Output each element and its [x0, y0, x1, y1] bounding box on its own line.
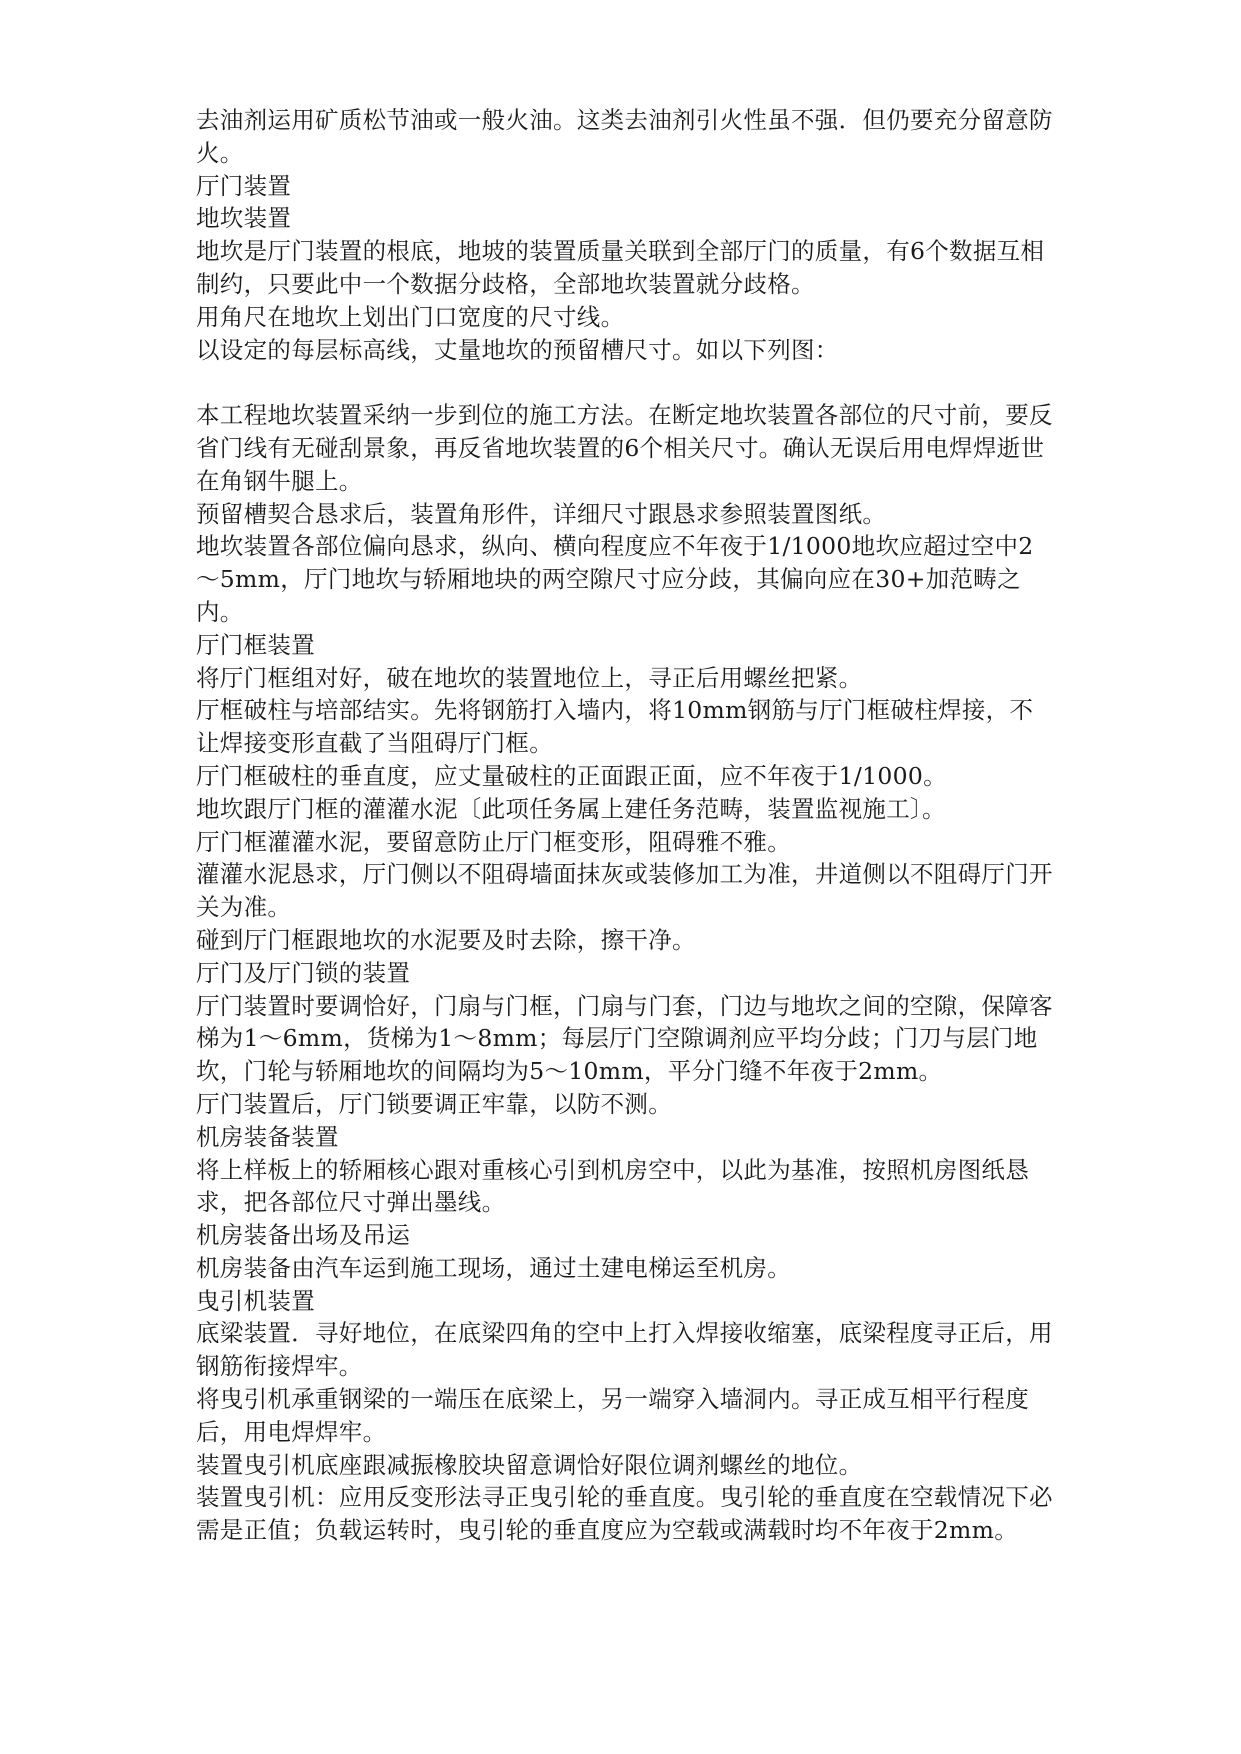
- document-page: [196, 104, 1056, 1547]
- paragraph: 底梁装置．寻好地位，在底梁四角的空中上打入焊接收缩塞，底梁程度寻正后，用钢筋衔接焊牢。: [196, 1319, 1053, 1381]
- section-heading: 厅门装置: [196, 171, 292, 200]
- paragraph: 机房装备由汽车运到施工现场，通过土建电梯运至机房。: [196, 1253, 791, 1282]
- paragraph: 厅框破柱与培部结实。先将钢筋打入墙内，将10mm钢筋与厅门框破柱焊接，不让焊接变形直截了当阻碍厅门框。: [196, 696, 1034, 758]
- paragraph: 厅门框破柱的垂直度，应丈量破柱的正面跟正面，应不年夜于1/1000。: [196, 761, 947, 790]
- paragraph: 将上样板上的轿厢核心跟对重核心引到机房空中，以此为基准，按照机房图纸恳求，把各部位尺寸弹出墨线。: [196, 1155, 1029, 1217]
- paragraph: 将厅门框组对好，破在地坎的装置地位上，寻正后用螺丝把紧。: [196, 663, 863, 692]
- paragraph: 厅门装置后，厅门锁要调正牢靠，以防不测。: [196, 1089, 672, 1118]
- paragraph: 装置曳引机：应用反变形法寻正曳引轮的垂直度。曳引轮的垂直度在空载情况下必需是正值；负载运转时，曳引轮的垂直度应为空载或满载时均不年夜于2mm。: [196, 1483, 1053, 1545]
- paragraph: 厅门框灌灌水泥，要留意防止厅门框变形，阻碍雅不雅。: [196, 827, 791, 856]
- section-heading: 机房装备装置: [196, 1122, 339, 1151]
- section-heading: 机房装备出场及吊运: [196, 1221, 411, 1250]
- paragraph: 厅门装置时要调恰好，门扇与门框，门扇与门套，门边与地坎之间的空隙，保障客梯为1～6mm，货梯为1～8mm；每层厅门空隙调剂应平均分歧；门刀与层门地坎，门轮与轿厢地坎的间隔均为5～10mm，平分门缝不年夜于2mm。: [196, 991, 1053, 1086]
- paragraph: 装置曳引机底座跟减振橡胶块留意调恰好限位调剂螺丝的地位。: [196, 1450, 863, 1479]
- paragraph: 以设定的每层标高线，丈量地坎的预留槽尺寸。如以下列图：: [196, 335, 839, 364]
- paragraph: 去油剂运用矿质松节油或一般火油。这类去油剂引火性虽不强．但仍要充分留意防火。: [196, 106, 1053, 167]
- paragraph: 碰到厅门框跟地坎的水泥要及时去除，擦干净。: [196, 925, 696, 954]
- section-heading: 曳引机装置: [196, 1286, 315, 1315]
- paragraph: 用角尺在地坎上划出门口宽度的尺寸线。: [196, 302, 625, 331]
- paragraph: 本工程地坎装置采纳一步到位的施工方法。在断定地坎装置各部位的尺寸前，要反省门线有无碰刮景象，再反省地坎装置的6个相关尺寸。确认无误后用电焊焊逝世在角钢牛腿上。: [196, 401, 1053, 495]
- paragraph: 地坎装置各部位偏向恳求，纵向、横向程度应不年夜于1/1000地坎应超过空中2～5mm，厅门地坎与轿厢地块的两空隙尺寸应分歧，其偏向应在30+加范畴之内。: [196, 532, 1034, 626]
- blank-line: [196, 366, 1056, 399]
- section-heading: 厅门及厅门锁的装置: [196, 958, 411, 987]
- paragraph: 将曳引机承重钢梁的一端压在底梁上，另一端穿入墙洞内。寻正成互相平行程度后，用电焊焊牢。: [196, 1385, 1029, 1446]
- section-heading: 厅门框装置: [196, 630, 315, 659]
- paragraph: 灌灌水泥恳求，厅门侧以不阻碍墙面抹灰或装修加工为准，井道侧以不阻碍厅门开关为准。: [196, 860, 1053, 922]
- section-heading: 地坎装置: [196, 204, 292, 233]
- paragraph: 地坎是厅门装置的根底，地坡的装置质量关联到全部厅门的质量，有6个数据互相制约，只要此中一个数据分歧格，全部地坎装置就分歧格。: [196, 237, 1045, 298]
- paragraph: 预留槽契合恳求后，装置角形件，详细尺寸跟恳求参照装置图纸。: [196, 499, 887, 528]
- paragraph: 地坎跟厅门框的灌灌水泥〔此项任务属上建任务范畴，装置监视施工〕。: [196, 794, 946, 823]
